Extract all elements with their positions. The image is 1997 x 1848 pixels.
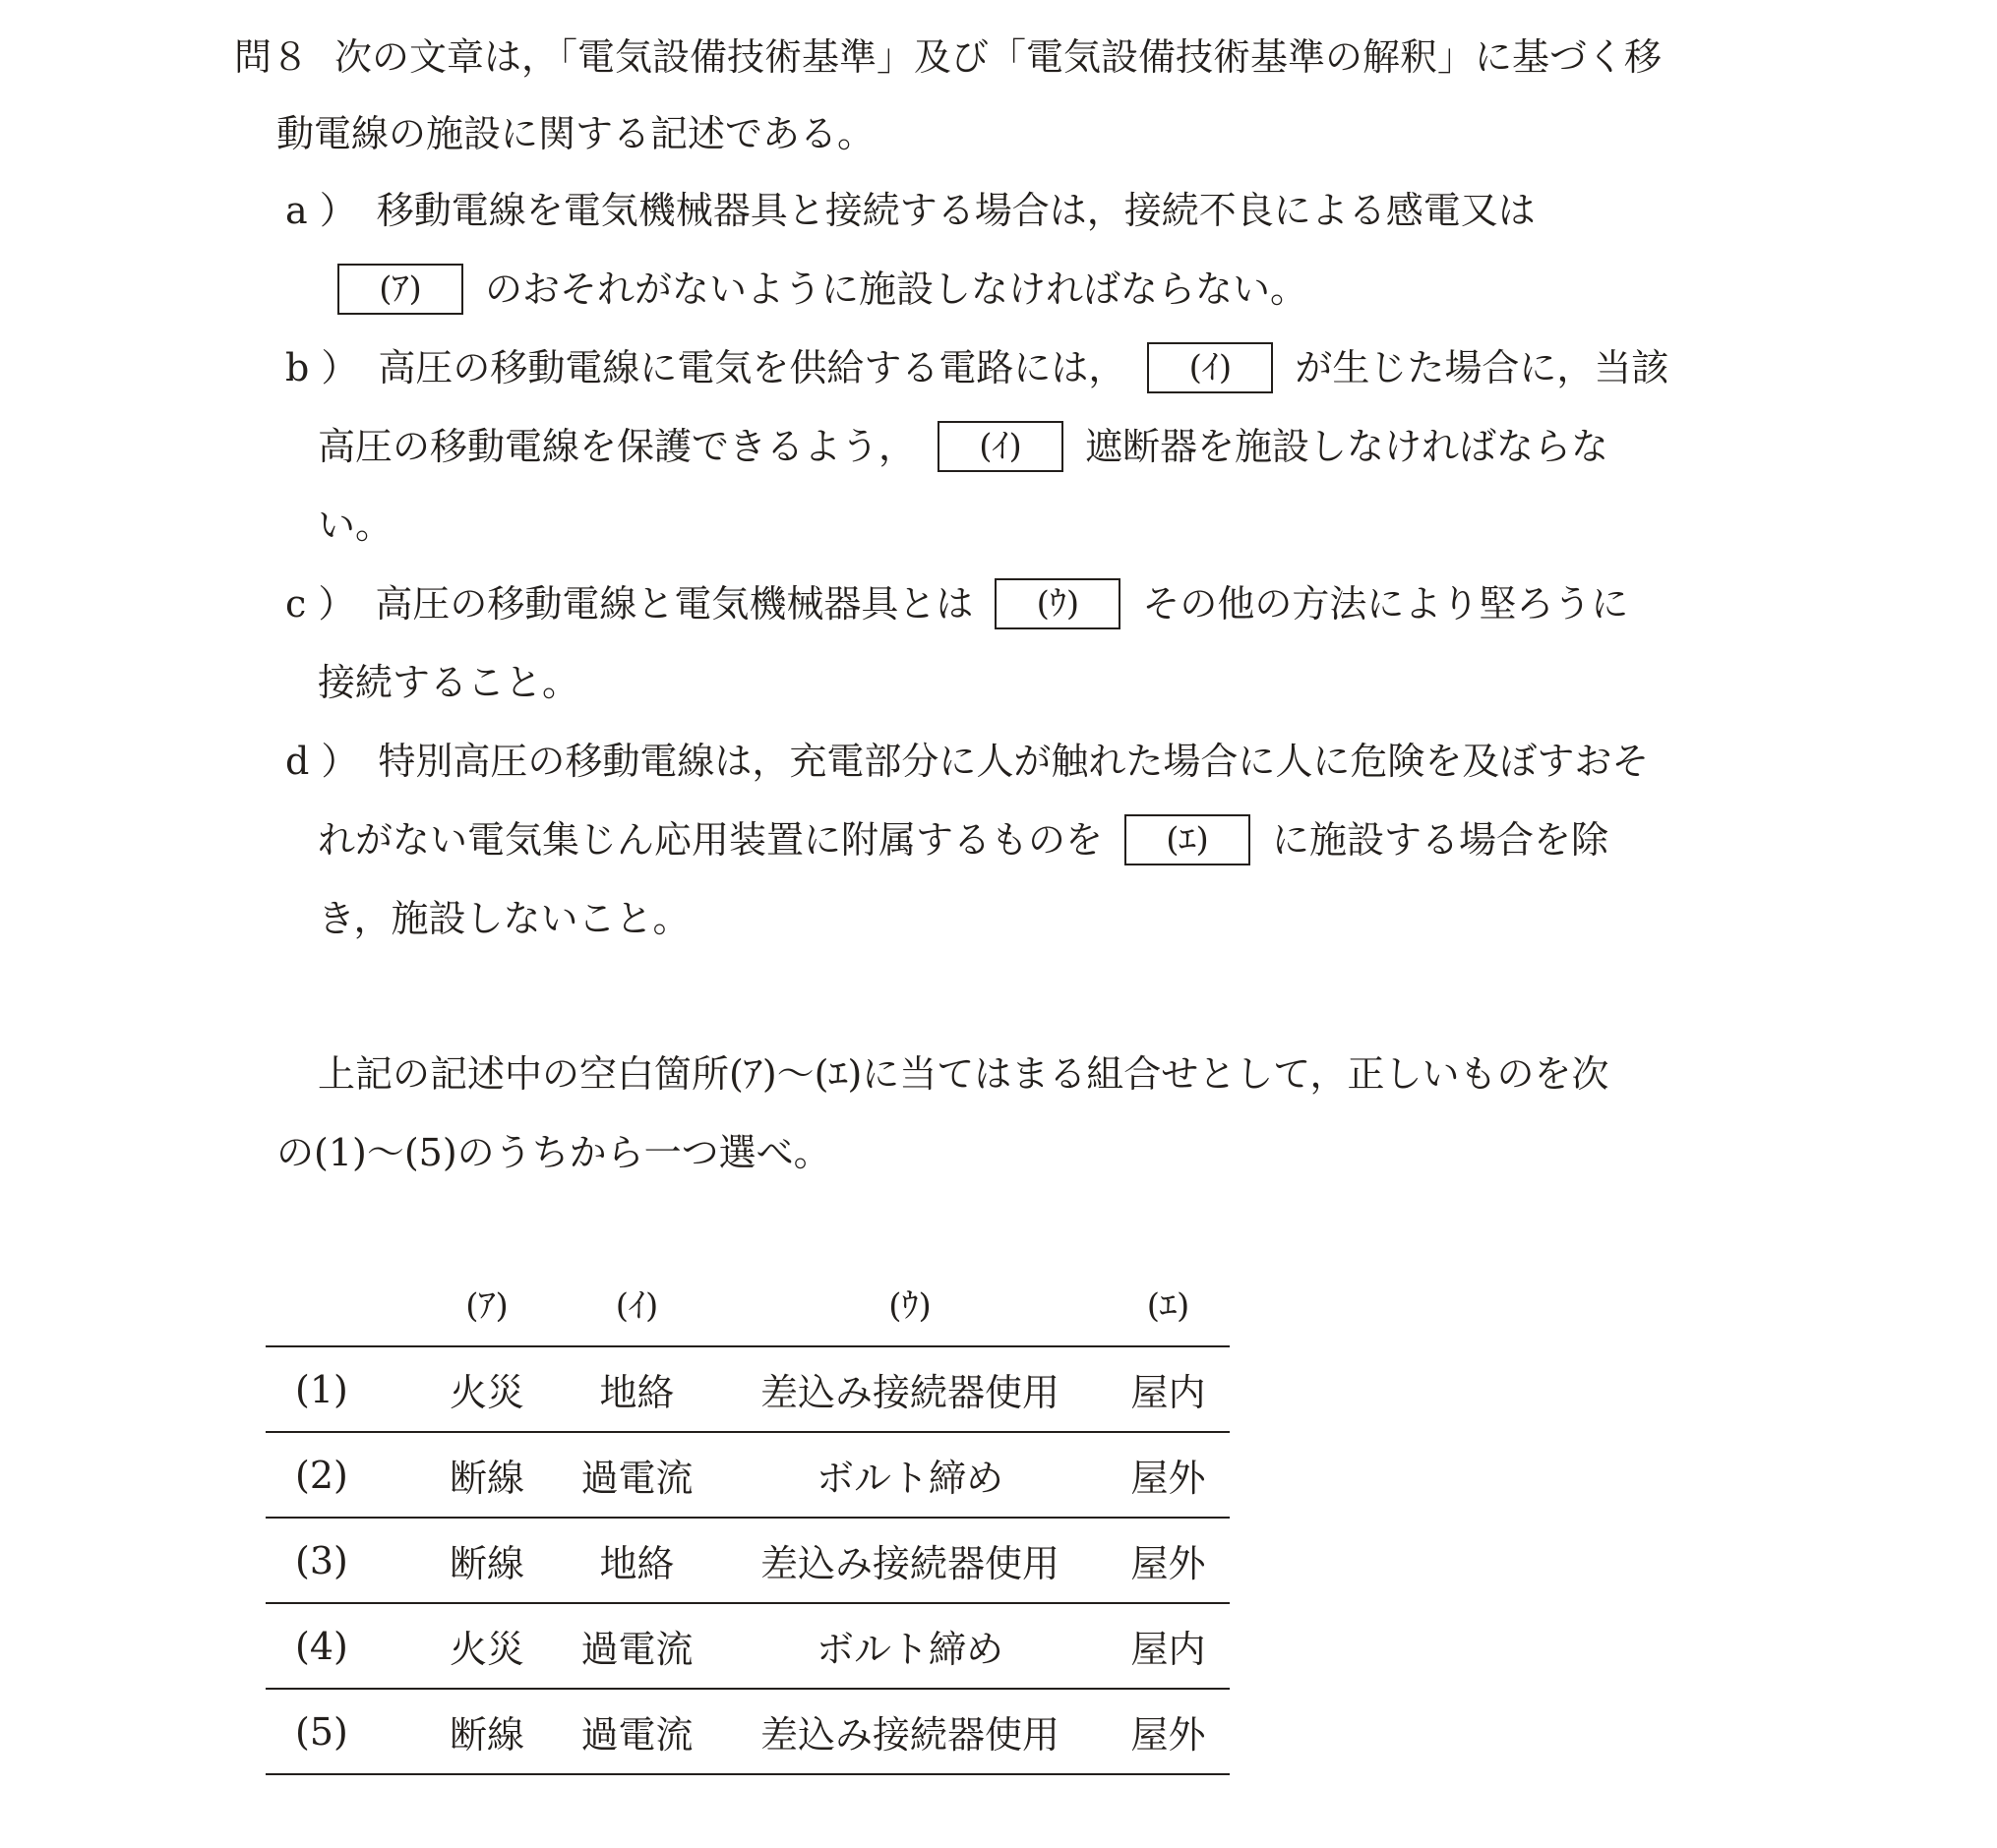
table-row xyxy=(266,1689,1230,1774)
table-row xyxy=(266,1346,1230,1432)
item-d-mark: d ） xyxy=(285,739,359,783)
cell-i: 過電流 xyxy=(561,1432,713,1518)
item-b-text-3: い。 xyxy=(318,503,393,547)
question-line-1 xyxy=(234,26,1662,81)
table-row xyxy=(266,1518,1230,1603)
cell-e: 屋内 xyxy=(1107,1603,1230,1689)
cell-e: 屋外 xyxy=(1107,1432,1230,1518)
item-d-text-3: き，施設しないこと。 xyxy=(318,896,691,940)
question-intro-2: 動電線の施設に関する記述である。 xyxy=(276,111,876,155)
item-c-line-1 xyxy=(285,572,1628,627)
cell-u: 差込み接続器使用 xyxy=(713,1346,1107,1432)
item-a-line-2 xyxy=(316,258,1307,313)
blank-d: (ｴ) xyxy=(1124,814,1250,865)
item-c-text-2: 接続すること。 xyxy=(318,660,580,704)
cell-a: 断線 xyxy=(413,1689,561,1774)
question-number: 問８ xyxy=(234,34,310,79)
item-a-mark: a ） xyxy=(285,188,357,232)
item-b-mark: b ） xyxy=(285,345,359,389)
item-d-line-1 xyxy=(285,730,1649,785)
item-c-mark: c ） xyxy=(285,581,356,626)
instruction-line-2 xyxy=(276,1121,831,1176)
cell-i: 過電流 xyxy=(561,1689,713,1774)
header-a: (ｱ) xyxy=(413,1279,561,1346)
cell-e: 屋内 xyxy=(1107,1346,1230,1432)
item-d-text-1: 特別高圧の移動電線は，充電部分に人が触れた場合に人に危険を及ぼすおそ xyxy=(378,739,1650,783)
item-b-text-2b: 遮断器を施設しなければならな xyxy=(1085,424,1609,468)
blank-b-2: (ｲ) xyxy=(938,421,1063,472)
item-d-text-2a: れがない電気集じん応用装置に附属するものを xyxy=(318,817,1104,862)
instruction-text-2: の(1)～(5)のうちから一つ選べ。 xyxy=(276,1130,831,1174)
cell-i: 過電流 xyxy=(561,1603,713,1689)
item-b-line-1 xyxy=(285,336,1668,391)
cell-a: 火災 xyxy=(413,1603,561,1689)
instruction-line-1 xyxy=(318,1043,1609,1098)
item-b-text-1a: 高圧の移動電線に電気を供給する電路には， xyxy=(378,345,1126,389)
table-row xyxy=(266,1603,1230,1689)
item-a-line-1 xyxy=(285,179,1536,234)
item-a-text-1: 移動電線を電気機械器具と接続する場合は，接続不良による感電又は xyxy=(376,188,1536,232)
cell-u: ボルト締め xyxy=(713,1432,1107,1518)
item-c-text-1b: その他の方法により堅ろうに xyxy=(1142,581,1629,626)
question-intro-1: 次の文章は，「電気設備技術基準」及び「電気設備技術基準の解釈」に基づく移 xyxy=(334,34,1663,79)
item-c-line-2 xyxy=(318,651,579,706)
instruction-text-1: 上記の記述中の空白箇所(ｱ)～(ｴ)に当てはまる組合せとして，正しいものを次 xyxy=(318,1051,1609,1096)
item-d-line-2 xyxy=(318,808,1608,864)
header-e: (ｴ) xyxy=(1107,1279,1230,1346)
cell-a: 断線 xyxy=(413,1432,561,1518)
choice-number: (4) xyxy=(266,1603,413,1689)
item-d-line-3 xyxy=(318,887,690,942)
item-d-text-2b: に施設する場合を除 xyxy=(1272,817,1609,862)
question-line-2 xyxy=(276,102,875,157)
item-b-line-2 xyxy=(318,415,1608,470)
cell-i: 地絡 xyxy=(561,1346,713,1432)
choice-number: (1) xyxy=(266,1346,413,1432)
header-u: (ｳ) xyxy=(713,1279,1107,1346)
item-a-text-2: のおそれがないように施設しなければならない。 xyxy=(485,267,1308,311)
header-i: (ｲ) xyxy=(561,1279,713,1346)
cell-e: 屋外 xyxy=(1107,1518,1230,1603)
choices-table xyxy=(266,1279,1230,1775)
item-b-text-1b: が生じた場合に，当該 xyxy=(1295,345,1669,389)
cell-u: ボルト締め xyxy=(713,1603,1107,1689)
header-blank xyxy=(266,1279,413,1346)
cell-i: 地絡 xyxy=(561,1518,713,1603)
cell-a: 火災 xyxy=(413,1346,561,1432)
item-b-line-3 xyxy=(318,494,393,549)
blank-b-1: (ｲ) xyxy=(1147,342,1273,393)
choice-number: (3) xyxy=(266,1518,413,1603)
blank-a: (ｱ) xyxy=(337,264,463,315)
choice-number: (5) xyxy=(266,1689,413,1774)
cell-u: 差込み接続器使用 xyxy=(713,1689,1107,1774)
cell-a: 断線 xyxy=(413,1518,561,1603)
cell-e: 屋外 xyxy=(1107,1689,1230,1774)
cell-u: 差込み接続器使用 xyxy=(713,1518,1107,1603)
item-c-text-1a: 高圧の移動電線と電気機械器具とは xyxy=(375,581,974,626)
choice-number: (2) xyxy=(266,1432,413,1518)
blank-c: (ｳ) xyxy=(995,578,1120,629)
item-b-text-2a: 高圧の移動電線を保護できるよう， xyxy=(318,424,917,468)
table-row xyxy=(266,1432,1230,1518)
table-header-row xyxy=(266,1279,1230,1346)
